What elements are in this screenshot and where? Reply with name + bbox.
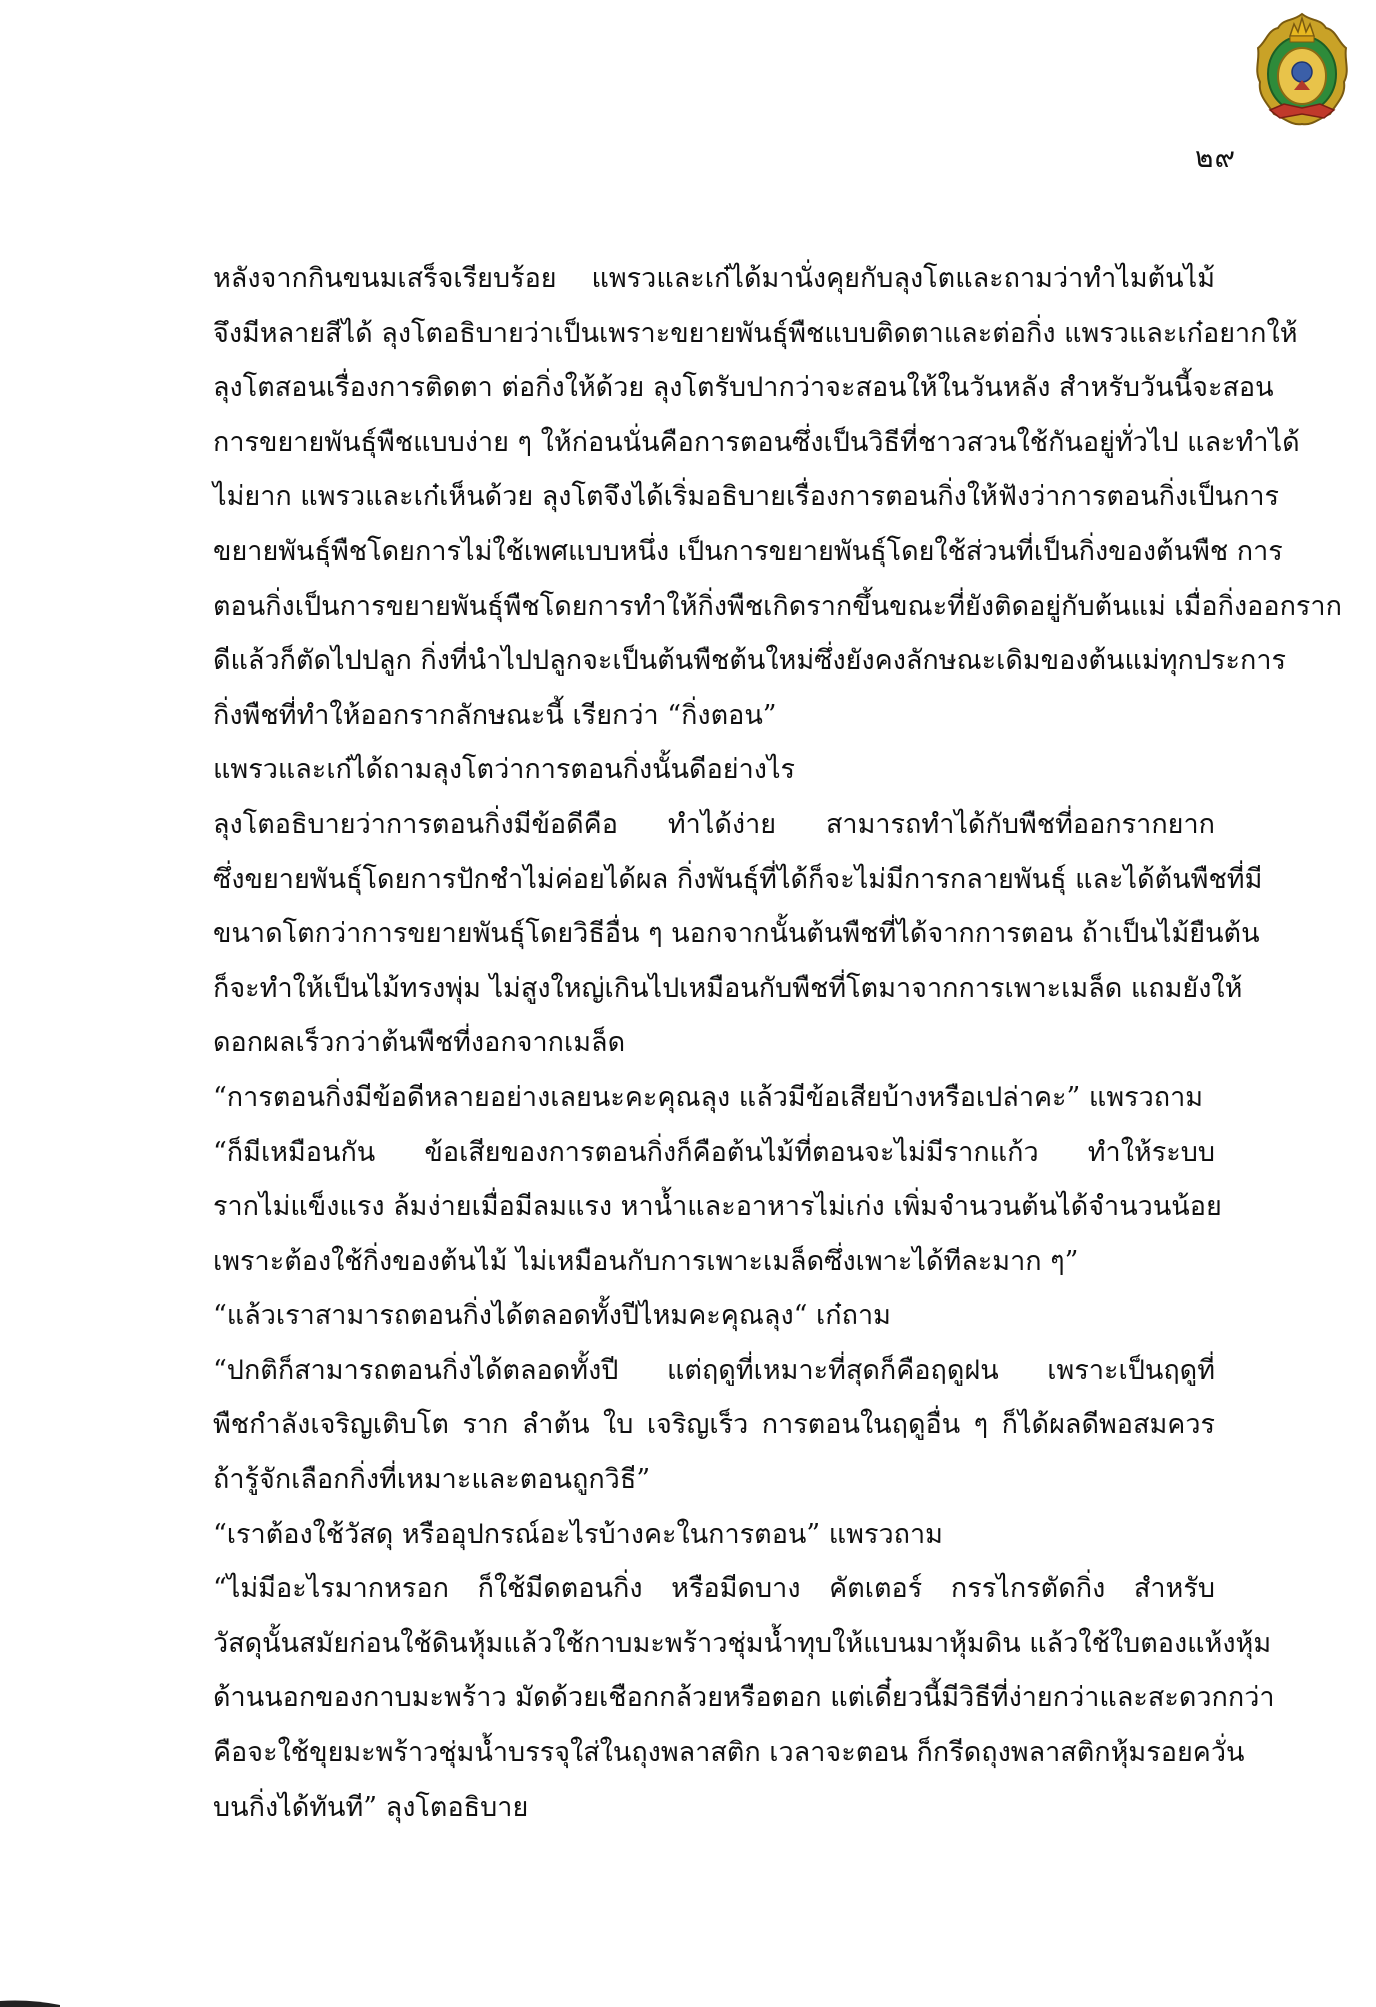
text-line: “ปกติก็สามารถตอนกิ่งได้ตลอดทั้งปี แต่ฤดูที่เหมาะที่สุดก็คือฤดูฝน เพราะเป็นฤดูที่ [213, 1354, 1215, 1386]
story-body [80, 252, 1342, 1835]
paragraph [80, 743, 1215, 798]
paragraph [80, 798, 1263, 1071]
text-line: ตอนกิ่งเป็นการขยายพันธุ์พืชโดยการทำให้กิ่งพืชเกิดรากขึ้นขณะที่ยังติดอยู่กับต้นแม่ เมื่อกิ่งออกราก [213, 590, 1342, 622]
text-line: หลังจากกินขนมเสร็จเรียบร้อย แพรวและเก๋ได้มานั่งคุยกับลุงโตและถามว่าทำไมต้นไม้ [213, 263, 1215, 294]
text-line: ด้านนอกของกาบมะพร้าว มัดด้วยเชือกกล้วยหรือตอก แต่เดี๋ยวนี้มีวิธีที่ง่ายกว่าและสะดวกกว่า [213, 1682, 1275, 1714]
paragraph [80, 1562, 1275, 1835]
paragraph [80, 1344, 1215, 1508]
text-line: เพราะต้องใช้กิ่งของต้นไม้ ไม่เหมือนกับการเพาะเมล็ดซึ่งเพาะได้ทีละมาก ๆ” [213, 1245, 1079, 1277]
text-line: “แล้วเราสามารถตอนกิ่งได้ตลอดทั้งปีไหมคะคุณลุง“ เก๋ถาม [213, 1300, 891, 1332]
text-line: แพรวและเก๋ได้ถามลุงโตว่าการตอนกิ่งนั้นดีอย่างไร [213, 754, 796, 786]
paragraph [80, 1289, 1215, 1344]
text-line: ลุงโตอธิบายว่าการตอนกิ่งมีข้อดีคือ ทำได้ง่าย สามารถทำได้กับพืชที่ออกรากยาก [213, 808, 1215, 840]
paragraph [80, 1071, 1215, 1126]
paragraph [80, 252, 1342, 743]
text-line: คือจะใช้ขุยมะพร้าวชุ่มน้ำบรรจุใส่ในถุงพลาสติก เวลาจะตอน ก็กรีดถุงพลาสติกหุ้มรอยควั่น [213, 1737, 1245, 1769]
text-line: จึงมีหลายสีได้ ลุงโตอธิบายว่าเป็นเพราะขยายพันธุ์พืชแบบติดตาและต่อกิ่ง แพรวและเก๋อยากให้ [213, 317, 1298, 349]
text-line: ซึ่งขยายพันธุ์โดยการปักชำไม่ค่อยได้ผล กิ่งพันธุ์ที่ได้ก็จะไม่มีการกลายพันธุ์ และได้ต้นพืชที่มี [213, 863, 1263, 895]
text-line: “การตอนกิ่งมีข้อดีหลายอย่างเลยนะคะคุณลุง แล้วมีข้อเสียบ้างหรือเปล่าคะ” แพรวถาม [213, 1081, 1204, 1113]
text-line: ก็จะทำให้เป็นไม้ทรงพุ่ม ไม่สูงใหญ่เกินไปเหมือนกับพืชที่โตมาจากการเพาะเมล็ด แถมยังให้ [213, 972, 1243, 1004]
scan-edge-mark [0, 1991, 60, 2007]
text-line: กิ่งพืชที่ทำให้ออกรากลักษณะนี้ เรียกว่า “กิ่งตอน” [213, 699, 777, 731]
text-line: การขยายพันธุ์พืชแบบง่าย ๆ ให้ก่อนนั่นคือการตอนซึ่งเป็นวิธีที่ชาวสวนใช้กันอยู่ทั่วไป และทำได้ [213, 426, 1300, 458]
text-line: “ก็มีเหมือนกัน ข้อเสียของการตอนกิ่งก็คือต้นไม้ที่ตอนจะไม่มีรากแก้ว ทำให้ระบบ [213, 1136, 1215, 1168]
text-line: ขนาดโตกว่าการขยายพันธุ์โดยวิธีอื่น ๆ นอกจากนั้นต้นพืชที่ได้จากการตอน ถ้าเป็นไม้ยืนต้น [213, 918, 1260, 950]
text-line: บนกิ่งได้ทันที” ลุงโตอธิบาย [213, 1791, 529, 1823]
text-line: ขยายพันธุ์พืชโดยการไม่ใช้เพศแบบหนึ่ง เป็นการขยายพันธุ์โดยใช้ส่วนที่เป็นกิ่งของต้นพืช การ [213, 535, 1283, 567]
text-line: “เราต้องใช้วัสดุ หรืออุปกรณ์อะไรบ้างคะในการตอน” แพรวถาม [213, 1518, 943, 1550]
text-line: ดอกผลเร็วกว่าต้นพืชที่งอกจากเมล็ด [213, 1027, 626, 1059]
text-line: ไม่ยาก แพรวและเก๋เห็นด้วย ลุงโตจึงได้เริ่มอธิบายเรื่องการตอนกิ่งให้ฟังว่าการตอนกิ่งเป็นการ [213, 481, 1280, 513]
paragraph [80, 1126, 1222, 1290]
paragraph [80, 1508, 1215, 1563]
text-line: “ไม่มีอะไรมากหรอก ก็ใช้มีดตอนกิ่ง หรือมีดบาง คัตเตอร์ กรรไกรตัดกิ่ง สำหรับ [213, 1573, 1215, 1605]
text-line: ดีแล้วก็ตัดไปปลูก กิ่งที่นำไปปลูกจะเป็นต้นพืชต้นใหม่ซึ่งยังคงลักษณะเดิมของต้นแม่ทุกประการ [213, 645, 1287, 677]
text-line: วัสดุนั้นสมัยก่อนใช้ดินหุ้มแล้วใช้กาบมะพร้าวชุ่มน้ำทุบให้แบนมาหุ้มดิน แล้วใช้ใบตองแห้งหุ้ม [213, 1627, 1272, 1659]
school-emblem-icon [1250, 8, 1354, 130]
text-line: รากไม่แข็งแรง ล้มง่ายเมื่อมีลมแรง หาน้ำและอาหารไม่เก่ง เพิ่มจำนวนต้นได้จำนวนน้อย [213, 1191, 1222, 1223]
page-number: ๒๙ [1195, 141, 1236, 174]
text-line: ลุงโตสอนเรื่องการติดตา ต่อกิ่งให้ด้วย ลุงโตรับปากว่าจะสอนให้ในวันหลัง สำหรับวันนี้จะสอน [213, 372, 1274, 404]
text-line: ถ้ารู้จักเลือกกิ่งที่เหมาะและตอนถูกวิธี” [213, 1464, 651, 1496]
text-line: พืชกำลังเจริญเติบโต ราก ลำต้น ใบ เจริญเร็ว การตอนในฤดูอื่น ๆ ก็ได้ผลดีพอสมควร [213, 1409, 1215, 1441]
